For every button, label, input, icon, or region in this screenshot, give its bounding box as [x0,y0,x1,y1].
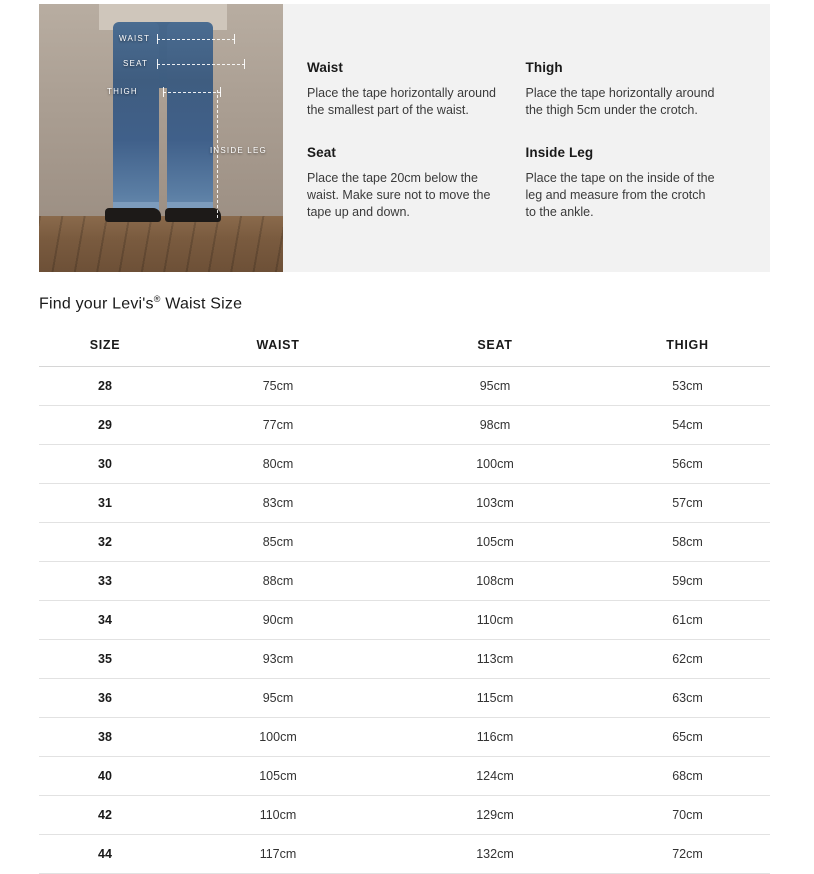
photo-jeans-left-leg [113,22,159,218]
page-title-suffix: Waist Size [160,295,243,313]
seat-description-title: Seat [307,145,336,160]
seat-description [307,145,498,221]
cell-seat: 116cm [385,718,605,757]
cell-thigh: 72cm [605,835,770,874]
description-column-left [307,60,526,272]
cell-waist: 77cm [171,406,385,445]
cell-seat: 105cm [385,523,605,562]
thigh-photo-label: THIGH [107,87,138,96]
seat-description-text: Place the tape 20cm below the waist. Make sure not to move the tape up and down. [307,171,491,219]
table-row [39,718,770,757]
cell-size: 42 [39,796,171,835]
cell-size: 44 [39,835,171,874]
table-row [39,640,770,679]
measurement-photo [39,4,283,272]
table-header-row [39,330,770,367]
seat-guide-tick-right [244,59,245,69]
table-row [39,679,770,718]
cell-seat: 100cm [385,445,605,484]
photo-left-shoe [105,208,161,222]
cell-thigh: 58cm [605,523,770,562]
thigh-guide-tick-left [163,87,164,97]
cell-size: 32 [39,523,171,562]
cell-thigh: 59cm [605,562,770,601]
waist-description-title: Waist [307,60,344,75]
measurement-descriptions [283,4,770,272]
cell-thigh: 61cm [605,601,770,640]
column-header-thigh: THIGH [605,330,770,367]
cell-seat: 98cm [385,406,605,445]
thigh-description-title: Thigh [525,60,563,75]
thigh-description [526,60,717,119]
cell-seat: 108cm [385,562,605,601]
cell-seat: 132cm [385,835,605,874]
cell-size: 34 [39,601,171,640]
cell-seat: 110cm [385,601,605,640]
cell-thigh: 57cm [605,484,770,523]
waist-guide-tick-left [157,34,158,44]
cell-thigh: 63cm [605,679,770,718]
inside-leg-photo-label: INSIDE LEG [210,146,267,155]
table-row [39,601,770,640]
inside-leg-description-text: Place the tape on the inside of the leg and measure from the crotch to the ankle. [525,171,715,219]
table-row [39,562,770,601]
column-header-size: SIZE [39,330,171,367]
waist-photo-label: WAIST [119,34,151,43]
thigh-description-text: Place the tape horizontally around the thigh 5cm under the crotch. [525,86,715,117]
size-table-body [39,367,770,874]
table-row [39,445,770,484]
cell-seat: 113cm [385,640,605,679]
cell-size: 29 [39,406,171,445]
waist-guide-tick-right [234,34,235,44]
cell-waist: 88cm [171,562,385,601]
cell-waist: 117cm [171,835,385,874]
photo-floor [39,216,283,272]
table-row [39,406,770,445]
description-column-right [526,60,745,272]
cell-size: 30 [39,445,171,484]
inside-leg-description-title: Inside Leg [525,145,594,160]
cell-thigh: 65cm [605,718,770,757]
cell-thigh: 70cm [605,796,770,835]
inside-leg-description [526,145,717,221]
waist-guide-line [157,39,235,40]
seat-guide-tick-left [157,59,158,69]
photo-jeans-right-leg [167,22,213,218]
cell-thigh: 62cm [605,640,770,679]
registered-mark: ® [153,294,161,304]
cell-waist: 100cm [171,718,385,757]
cell-size: 36 [39,679,171,718]
page-title [39,294,242,313]
cell-seat: 103cm [385,484,605,523]
cell-size: 33 [39,562,171,601]
cell-size: 35 [39,640,171,679]
cell-waist: 75cm [171,367,385,406]
thigh-guide-line [163,92,221,93]
table-row [39,523,770,562]
cell-waist: 95cm [171,679,385,718]
cell-seat: 124cm [385,757,605,796]
cell-waist: 83cm [171,484,385,523]
cell-waist: 93cm [171,640,385,679]
cell-size: 38 [39,718,171,757]
table-row [39,757,770,796]
cell-waist: 105cm [171,757,385,796]
cell-seat: 129cm [385,796,605,835]
size-table-head [39,330,770,367]
cell-seat: 95cm [385,367,605,406]
cell-waist: 90cm [171,601,385,640]
measurement-info-panel [39,4,770,272]
photo-jeans [111,22,215,222]
table-row [39,796,770,835]
size-table [39,330,770,874]
cell-thigh: 54cm [605,406,770,445]
seat-photo-label: SEAT [123,59,149,68]
cell-waist: 110cm [171,796,385,835]
column-header-waist: WAIST [171,330,385,367]
cell-size: 31 [39,484,171,523]
cell-seat: 115cm [385,679,605,718]
cell-size: 40 [39,757,171,796]
cell-size: 28 [39,367,171,406]
thigh-guide-tick-right [220,87,221,97]
cell-waist: 80cm [171,445,385,484]
cell-waist: 85cm [171,523,385,562]
seat-guide-line [157,64,245,65]
column-header-seat: SEAT [385,330,605,367]
cell-thigh: 53cm [605,367,770,406]
waist-description-text: Place the tape horizontally around the smallest part of the waist. [307,86,497,117]
table-row [39,367,770,406]
cell-thigh: 56cm [605,445,770,484]
page-title-prefix: Find your Levi's [39,295,154,313]
cell-thigh: 68cm [605,757,770,796]
waist-description [307,60,498,119]
table-row [39,484,770,523]
table-row [39,835,770,874]
photo-right-shoe [165,208,221,222]
